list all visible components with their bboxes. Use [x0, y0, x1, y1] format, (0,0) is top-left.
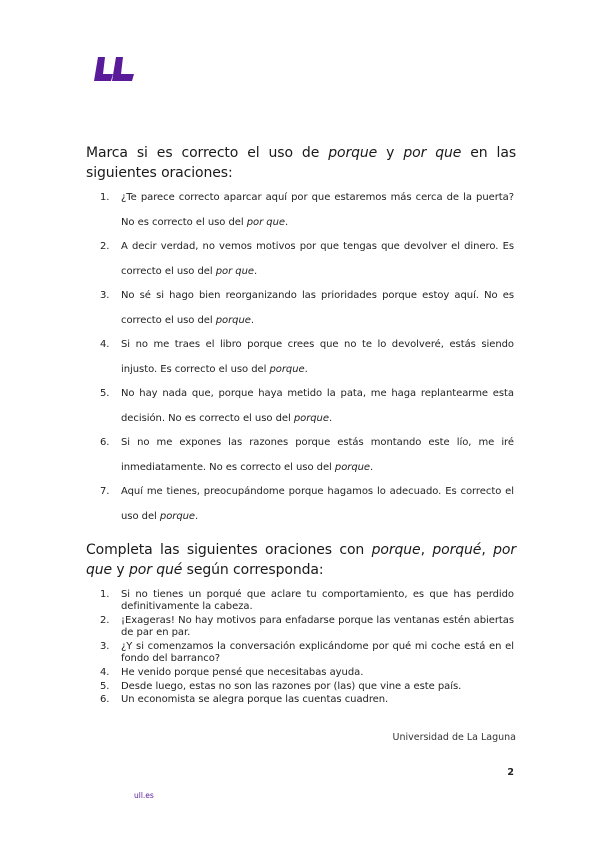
text-run: A decir verdad, no vemos motivos por que tengas que devolver el dinero. Es correcto el uso del	[121, 241, 514, 277]
list-item-number: 2.	[100, 615, 110, 626]
emphasis-term: por que	[215, 265, 254, 277]
emphasis-term: porque	[215, 314, 251, 326]
list-item-number: 6.	[100, 437, 110, 448]
text-run: Marca si es correcto el uso de	[86, 145, 329, 161]
text-run: según corresponda:	[182, 562, 324, 578]
text-run: y	[377, 145, 404, 161]
text-run: .	[195, 510, 199, 522]
list-item-number: 5.	[100, 680, 110, 692]
list-item	[100, 615, 514, 640]
section1-title	[86, 143, 516, 183]
text-run: .	[253, 265, 258, 277]
emphasis-term: porque	[293, 412, 329, 424]
text-run: ,	[481, 542, 494, 558]
emphasis-term: porqué	[432, 542, 482, 558]
list-item	[100, 431, 514, 480]
text-run: ¡Exageras! No hay motivos para enfadarse porque las ventanas estén abiertas de par en par.	[121, 615, 514, 639]
list-item	[100, 333, 514, 382]
emphasis-term: por que	[246, 216, 285, 228]
list-item-number: 4.	[100, 339, 110, 350]
text-run: He venido porque pensé que necesitabas ayuda.	[121, 667, 364, 678]
list-item-number: 5.	[100, 388, 110, 399]
text-run: ¿Y si comenzamos la conversación explicándome por qué mi coche está en el fondo del barranco?	[121, 641, 514, 665]
list-item	[100, 694, 514, 706]
emphasis-term: porque	[328, 145, 378, 161]
emphasis-term: porque	[159, 510, 196, 522]
list-item-number: 2.	[100, 241, 110, 252]
footer-university: Universidad de La Laguna	[392, 732, 516, 743]
text-run: Desde luego, estas no son las razones por (las) que vine a este país.	[121, 680, 462, 692]
text-run: ,	[420, 542, 433, 558]
text-run: No hay nada que, porque haya metido la pata, me haga replantearme esta decisión. No es correcto el uso del	[121, 388, 514, 424]
text-run: en las siguientes oraciones:	[86, 145, 517, 181]
section2-title	[86, 540, 516, 580]
text-run: .	[370, 461, 374, 473]
emphasis-term: por qué	[128, 562, 183, 578]
text-run: Si no tienes un porqué que aclare tu comportamiento, es que has perdido definitivamente la cabeza.	[121, 589, 514, 613]
list-item	[100, 235, 514, 284]
text-run: ¿Te parece correcto aparcar aquí por que estaremos más cerca de la puerta? No es correcto el uso del	[121, 192, 514, 228]
section2-list	[100, 589, 514, 708]
text-run: Aquí me tienes, preocupándome porque hagamos lo adecuado. Es correcto el uso del	[121, 486, 514, 522]
text-run: y	[112, 562, 129, 578]
list-item	[100, 641, 514, 666]
list-item-number: 4.	[100, 667, 110, 678]
list-item	[100, 186, 514, 235]
page-number: 2	[507, 767, 514, 778]
text-run: .	[328, 412, 333, 424]
list-item	[100, 382, 514, 431]
text-run: No sé si hago bien reorganizando las prioridades porque estoy aquí. No es correcto el uso del	[121, 290, 514, 326]
list-item-number: 7.	[100, 486, 110, 497]
emphasis-term: porque	[371, 542, 421, 558]
list-item-number: 1.	[100, 192, 110, 203]
text-run: .	[304, 363, 308, 375]
list-item	[100, 681, 514, 693]
list-item-number: 6.	[100, 694, 110, 706]
text-run: .	[285, 216, 289, 228]
emphasis-term: por que	[403, 145, 462, 161]
list-item	[100, 284, 514, 333]
list-item-number: 3.	[100, 290, 110, 301]
emphasis-term: porque	[334, 461, 371, 473]
section1-list	[100, 186, 514, 529]
list-item-number: 3.	[100, 641, 110, 652]
footer-site-link[interactable]: ull.es	[134, 791, 154, 800]
text-run: .	[250, 314, 254, 326]
list-item-number: 1.	[100, 589, 110, 600]
text-run: Si no me traes el libro porque crees que no te lo devolveré, estás siendo injusto. Es correcto el uso del	[121, 339, 514, 375]
list-item	[100, 589, 514, 614]
emphasis-term: por que	[86, 542, 517, 578]
text-run: Un economista se alegra porque las cuentas cuadren.	[121, 694, 389, 706]
list-item	[100, 667, 514, 679]
list-item	[100, 480, 514, 529]
text-run: Si no me expones las razones porque estás montando este lío, me iré inmediatamente. No es correcto el uso del	[121, 437, 514, 473]
ull-logo-icon	[94, 54, 136, 84]
emphasis-term: porque	[269, 363, 305, 375]
text-run: Completa las siguientes oraciones con	[86, 542, 372, 558]
